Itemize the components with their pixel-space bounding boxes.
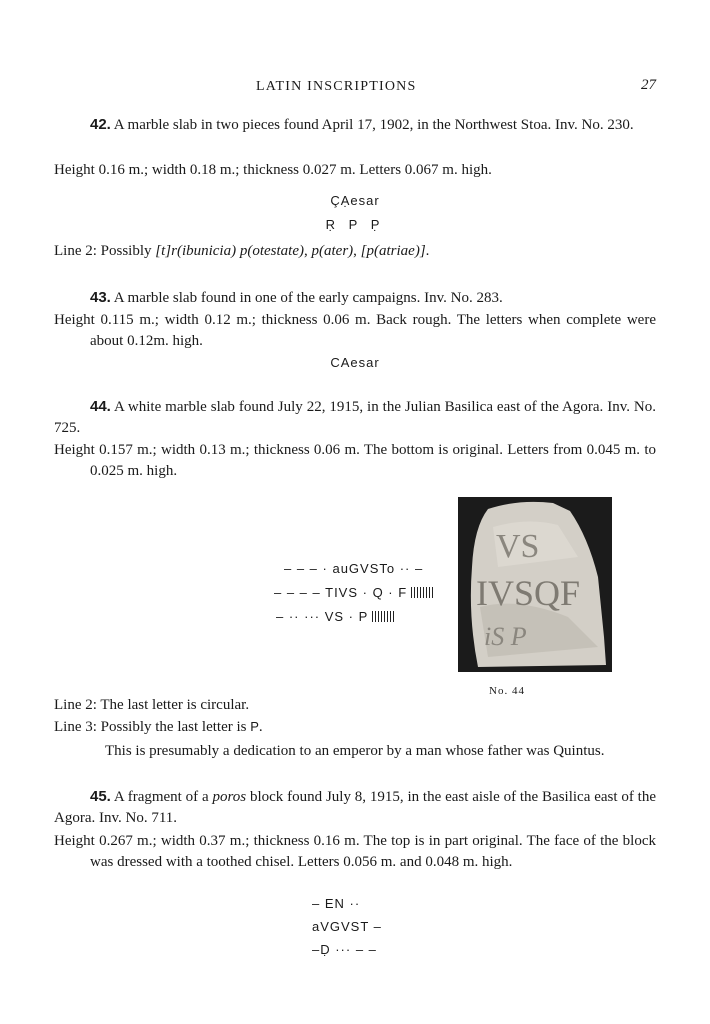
inscription-line: CAesar — [330, 355, 380, 370]
inscription-line: – – – – TIVS · Q · F — [274, 585, 408, 600]
entry-44-dimensions: Height 0.157 m.; width 0.13 m.; thickness 0.06 m. The bottom is original. Letters from 0.045 m. to 0.025 m. high. — [54, 442, 656, 479]
running-header: LATIN INSCRIPTIONS — [256, 79, 417, 94]
stone-fragment-image — [458, 497, 612, 672]
damage-hatching — [411, 587, 435, 598]
entry-44-comment: This is presumably a dedication to an emperor by a man whose father was Quintus. — [105, 743, 605, 759]
inscription-line: – – – · auGVSTo ·· – — [284, 561, 424, 576]
photo-caption: No. 44 — [489, 685, 525, 697]
photo-letters: IVSQF — [476, 573, 581, 613]
entry-44-intro: 44. A white marble slab found July 22, 1915, in the Julian Basilica east of the Agora. Inv. No. 725. — [54, 398, 656, 436]
inscription-line: –Ḍ ··· – – — [312, 942, 377, 957]
entry-45-intro: 45. A fragment of a poros block found July 8, 1915, in the east aisle of the Basilica east of the Agora. Inv. No. 711. — [54, 788, 656, 826]
entry-42-intro: 42. A marble slab in two pieces found April 17, 1902, in the Northwest Stoa. Inv. No. 230. — [90, 116, 634, 133]
entry-43-intro: 43. A marble slab found in one of the early campaigns. Inv. No. 283. — [90, 289, 503, 306]
inscription-photo — [458, 497, 612, 672]
entry-number: 42. — [90, 116, 111, 133]
inscription-line: Ṛ P P̣ — [325, 217, 385, 232]
inscription-line-wrap — [276, 606, 448, 628]
photo-letters: iS P — [484, 622, 527, 651]
entry-number: 44. — [90, 398, 111, 415]
inscription-line-wrap — [274, 582, 446, 604]
inscription-line: aVGVST – — [312, 919, 382, 934]
inscription-line-wrap — [312, 893, 360, 915]
inscription-line: – EN ·· — [312, 896, 361, 911]
entry-45-dimensions: Height 0.267 m.; width 0.37 m.; thickness 0.16 m. The top is in part original. The face of the block was dressed with a toothed chisel. Letters 0.056 m. and 0.048 m. high. — [54, 833, 656, 870]
damage-hatching — [372, 611, 396, 622]
entry-44-note-1: Line 2: The last letter is circular. — [54, 697, 250, 713]
photo-letters: VS — [496, 528, 540, 565]
page-number: 27 — [641, 77, 656, 93]
entry-44-note-2: Line 3: Possibly the last letter is P. — [54, 719, 263, 735]
entry-42-note: Line 2: Possibly [t]r(ibunicia) p(otestate), p(ater), [p(atriae)]. — [54, 243, 430, 259]
entry-number: 45. — [90, 788, 111, 805]
entry-42-dimensions: Height 0.16 m.; width 0.18 m.; thickness 0.027 m. Letters 0.067 m. high. — [54, 162, 492, 178]
inscription-line: ÇẠesar — [330, 193, 380, 208]
entry-43-dimensions: Height 0.115 m.; width 0.12 m.; thickness 0.06 m. Back rough. The letters when complete were about 0.12m. high. — [54, 312, 656, 349]
entry-number: 43. — [90, 289, 111, 306]
inscription-line: – ·· ··· VS · P — [276, 609, 369, 624]
